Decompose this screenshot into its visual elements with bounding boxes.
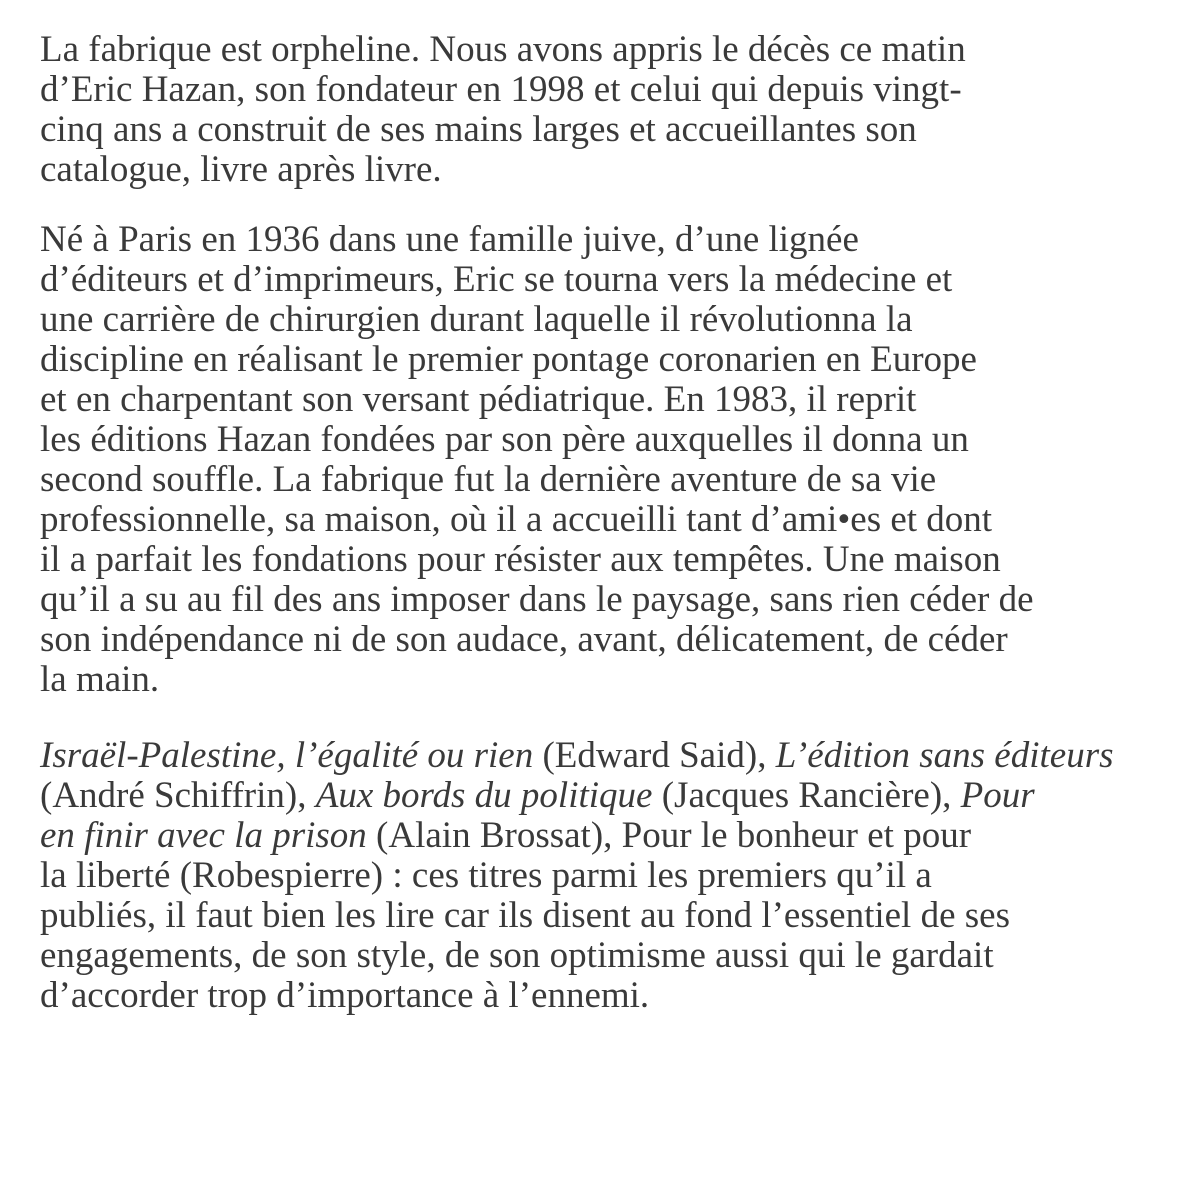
text-line: les éditions Hazan fondées par son père auxquelles il donna un [40,419,969,460]
text-line: La fabrique est orpheline. Nous avons appris le décès ce matin [40,29,966,70]
paragraph-1 [40,30,1170,190]
book-title: en finir avec la prison [40,815,367,856]
inline-text: (André Schiffrin), [40,775,316,816]
text-line: engagements, de son style, de son optimisme aussi qui le gardait [40,935,994,976]
paragraph-gap [40,700,1170,736]
paragraph-2 [40,220,1170,700]
text-line: son indépendance ni de son audace, avant, délicatement, de céder [40,619,1008,660]
inline-text: (Jacques Rancière), [652,775,961,816]
inline-text: (Edward Said), [533,735,776,776]
text-line: qu’il a su au fil des ans imposer dans le paysage, sans rien céder de [40,579,1034,620]
text-line: discipline en réalisant le premier pontage coronarien en Europe [40,339,977,380]
text-line: d’Eric Hazan, son fondateur en 1998 et celui qui depuis vingt- [40,69,962,110]
document-page [40,30,1170,1016]
paragraph-3 [40,736,1170,1016]
text-line [40,736,1170,776]
text-line [40,816,1170,856]
text-line: la liberté (Robespierre) : ces titres parmi les premiers qu’il a [40,855,932,896]
book-title: L’édition sans éditeurs [775,735,1114,776]
book-title: Aux bords du politique [315,775,653,816]
paragraph-gap [40,190,1170,220]
text-line: il a parfait les fondations pour résister aux tempêtes. Une maison [40,539,1001,580]
text-line: publiés, il faut bien les lire car ils disent au fond l’essentiel de ses [40,895,1010,936]
text-line: la main. [40,659,160,700]
text-line: second souffle. La fabrique fut la dernière aventure de sa vie [40,459,937,500]
text-line [40,776,1170,816]
text-line: catalogue, livre après livre. [40,149,442,190]
inline-text: (Alain Brossat), Pour le bonheur et pour [366,815,972,856]
text-line: cinq ans a construit de ses mains larges et accueillantes son [40,109,917,150]
text-line: et en charpentant son versant pédiatrique. En 1983, il reprit [40,379,917,420]
book-title: Pour [960,775,1035,816]
text-line: professionnelle, sa maison, où il a accueilli tant d’ami•es et dont [40,499,993,540]
book-title: Israël-Palestine, l’égalité ou rien [40,735,534,776]
text-line: Né à Paris en 1936 dans une famille juive, d’une lignée [40,219,859,260]
text-line: d’éditeurs et d’imprimeurs, Eric se tourna vers la médecine et [40,259,953,300]
text-line: d’accorder trop d’importance à l’ennemi. [40,975,650,1016]
text-line: une carrière de chirurgien durant laquelle il révolutionna la [40,299,913,340]
